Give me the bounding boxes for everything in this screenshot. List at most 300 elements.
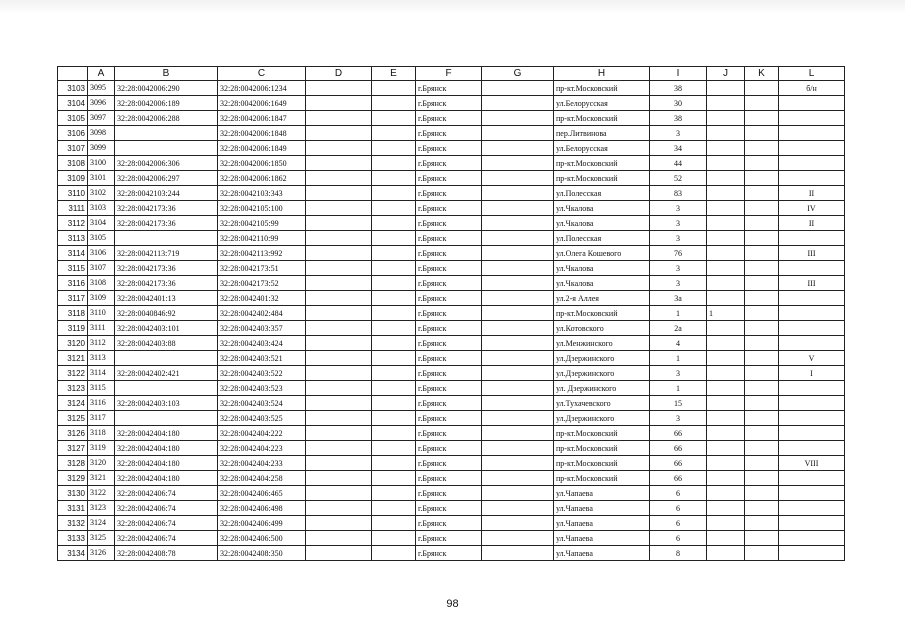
- cell-j: [707, 186, 745, 201]
- cell-a: 3105: [88, 231, 115, 246]
- table-row: [58, 321, 845, 336]
- cell-j: [707, 516, 745, 531]
- cell-g: [482, 186, 554, 201]
- cell-b: 32:28:0042006:288: [115, 111, 218, 126]
- cell-b: [115, 231, 218, 246]
- cell-h: пер.Литвинова: [554, 126, 650, 141]
- cell-i: 3: [650, 276, 707, 291]
- cell-b: 32:28:0042404:180: [115, 471, 218, 486]
- column-header-h: H: [554, 67, 650, 81]
- cell-l: [779, 426, 845, 441]
- cell-e: [372, 471, 416, 486]
- table-row: [58, 276, 845, 291]
- cell-i: 1: [650, 306, 707, 321]
- cell-d: [306, 291, 372, 306]
- cell-c: 32:28:0042006:1848: [218, 126, 306, 141]
- cell-d: [306, 111, 372, 126]
- table-row: [58, 96, 845, 111]
- cell-c: 32:28:0042406:465: [218, 486, 306, 501]
- cell-l: II: [779, 186, 845, 201]
- cell-i: 4: [650, 336, 707, 351]
- cell-i: 34: [650, 141, 707, 156]
- cell-c: 32:28:0042403:523: [218, 381, 306, 396]
- cell-l: [779, 531, 845, 546]
- cell-a: 3122: [88, 486, 115, 501]
- cell-e: [372, 351, 416, 366]
- cell-b: 32:28:0042006:306: [115, 156, 218, 171]
- cell-k: [745, 216, 779, 231]
- cell-e: [372, 486, 416, 501]
- cell-h: ул.2-я Аллея: [554, 291, 650, 306]
- cell-d: [306, 426, 372, 441]
- row-number: 3121: [58, 351, 88, 366]
- cell-b: 32:28:0042402:421: [115, 366, 218, 381]
- cell-k: [745, 306, 779, 321]
- cell-l: [779, 381, 845, 396]
- cell-h: ул.Белорусская: [554, 96, 650, 111]
- column-header-d: D: [306, 67, 372, 81]
- cell-b: 32:28:0042406:74: [115, 501, 218, 516]
- cell-b: 32:28:0042103:244: [115, 186, 218, 201]
- cell-f: г.Брянск: [416, 366, 482, 381]
- cell-e: [372, 171, 416, 186]
- column-header-a: A: [88, 67, 115, 81]
- cell-h: ул.Чкалова: [554, 276, 650, 291]
- table-row: [58, 456, 845, 471]
- cell-d: [306, 456, 372, 471]
- cell-f: г.Брянск: [416, 186, 482, 201]
- row-number: 3129: [58, 471, 88, 486]
- cell-j: [707, 396, 745, 411]
- page-number: 98: [446, 598, 459, 610]
- cell-h: пр-кт.Московский: [554, 156, 650, 171]
- cell-d: [306, 306, 372, 321]
- cell-i: 3: [650, 216, 707, 231]
- row-number: 3133: [58, 531, 88, 546]
- cell-g: [482, 111, 554, 126]
- cell-l: [779, 96, 845, 111]
- cell-e: [372, 276, 416, 291]
- cell-c: 32:28:0042406:498: [218, 501, 306, 516]
- table-row: [58, 216, 845, 231]
- cell-k: [745, 81, 779, 96]
- cell-h: ул.Дзержинского: [554, 366, 650, 381]
- cell-e: [372, 141, 416, 156]
- cell-d: [306, 261, 372, 276]
- cell-e: [372, 126, 416, 141]
- cell-g: [482, 531, 554, 546]
- cell-i: 6: [650, 516, 707, 531]
- cell-l: IV: [779, 201, 845, 216]
- cell-f: г.Брянск: [416, 516, 482, 531]
- cell-d: [306, 396, 372, 411]
- table-row: [58, 546, 845, 561]
- cell-b: 32:28:0042403:88: [115, 336, 218, 351]
- row-number: 3134: [58, 546, 88, 561]
- cell-i: 66: [650, 456, 707, 471]
- cell-k: [745, 261, 779, 276]
- cell-j: [707, 156, 745, 171]
- cell-a: 3099: [88, 141, 115, 156]
- cell-b: 32:28:0042173:36: [115, 216, 218, 231]
- cell-f: г.Брянск: [416, 126, 482, 141]
- cell-a: 3096: [88, 96, 115, 111]
- cell-b: [115, 351, 218, 366]
- cell-d: [306, 471, 372, 486]
- cell-a: 3116: [88, 396, 115, 411]
- table-row: [58, 336, 845, 351]
- cell-j: [707, 171, 745, 186]
- cell-f: г.Брянск: [416, 426, 482, 441]
- cell-h: пр-кт.Московский: [554, 456, 650, 471]
- cell-c: 32:28:0042401:32: [218, 291, 306, 306]
- cell-i: 52: [650, 171, 707, 186]
- cell-j: 1: [707, 306, 745, 321]
- cell-h: пр-кт.Московский: [554, 441, 650, 456]
- table-row: [58, 201, 845, 216]
- cell-h: ул.Котовского: [554, 321, 650, 336]
- cell-g: [482, 396, 554, 411]
- cell-l: [779, 441, 845, 456]
- cell-k: [745, 321, 779, 336]
- row-number: 3109: [58, 171, 88, 186]
- cell-a: 3101: [88, 171, 115, 186]
- cell-k: [745, 246, 779, 261]
- cell-g: [482, 546, 554, 561]
- cell-a: 3106: [88, 246, 115, 261]
- cell-e: [372, 306, 416, 321]
- cell-f: г.Брянск: [416, 201, 482, 216]
- column-header-f: F: [416, 67, 482, 81]
- cell-f: г.Брянск: [416, 531, 482, 546]
- cell-k: [745, 351, 779, 366]
- cell-h: ул.Чапаева: [554, 531, 650, 546]
- cell-d: [306, 351, 372, 366]
- cell-h: ул.Чапаева: [554, 501, 650, 516]
- cell-a: 3097: [88, 111, 115, 126]
- row-number: 3120: [58, 336, 88, 351]
- row-number: 3128: [58, 456, 88, 471]
- cell-h: пр-кт.Московский: [554, 171, 650, 186]
- cell-f: г.Брянск: [416, 291, 482, 306]
- cell-c: 32:28:0042403:524: [218, 396, 306, 411]
- cell-e: [372, 231, 416, 246]
- cell-g: [482, 381, 554, 396]
- cell-l: [779, 111, 845, 126]
- cell-a: 3125: [88, 531, 115, 546]
- cell-j: [707, 246, 745, 261]
- cell-d: [306, 366, 372, 381]
- cell-k: [745, 381, 779, 396]
- cell-e: [372, 426, 416, 441]
- table-row: [58, 516, 845, 531]
- cell-b: 32:28:0042403:101: [115, 321, 218, 336]
- cell-d: [306, 96, 372, 111]
- cell-e: [372, 246, 416, 261]
- cell-i: 3: [650, 126, 707, 141]
- cell-f: г.Брянск: [416, 141, 482, 156]
- cell-e: [372, 201, 416, 216]
- cell-f: г.Брянск: [416, 111, 482, 126]
- cell-i: 44: [650, 156, 707, 171]
- cell-g: [482, 336, 554, 351]
- cell-l: V: [779, 351, 845, 366]
- cell-h: ул.Дзержинского: [554, 351, 650, 366]
- cell-c: 32:28:0042105:99: [218, 216, 306, 231]
- cell-j: [707, 201, 745, 216]
- cell-e: [372, 111, 416, 126]
- table-row: [58, 351, 845, 366]
- cell-i: 3: [650, 411, 707, 426]
- cell-l: III: [779, 276, 845, 291]
- cell-h: ул.Чкалова: [554, 261, 650, 276]
- cell-d: [306, 141, 372, 156]
- table-row: [58, 171, 845, 186]
- cell-c: 32:28:0042403:522: [218, 366, 306, 381]
- table-row: [58, 381, 845, 396]
- cell-j: [707, 441, 745, 456]
- cell-a: 3102: [88, 186, 115, 201]
- cell-e: [372, 411, 416, 426]
- cell-h: ул.Полесская: [554, 186, 650, 201]
- cell-b: 32:28:0042406:74: [115, 486, 218, 501]
- column-header-row: [58, 67, 845, 81]
- cell-k: [745, 111, 779, 126]
- cell-j: [707, 231, 745, 246]
- cell-l: III: [779, 246, 845, 261]
- cell-c: 32:28:0042404:223: [218, 441, 306, 456]
- cell-g: [482, 411, 554, 426]
- cell-j: [707, 261, 745, 276]
- cell-c: 32:28:0042173:52: [218, 276, 306, 291]
- cell-j: [707, 216, 745, 231]
- row-number: 3117: [58, 291, 88, 306]
- cell-l: [779, 471, 845, 486]
- cell-c: 32:28:0042403:357: [218, 321, 306, 336]
- cell-g: [482, 81, 554, 96]
- cell-g: [482, 501, 554, 516]
- table-row: [58, 366, 845, 381]
- row-number: 3103: [58, 81, 88, 96]
- cell-a: 3107: [88, 261, 115, 276]
- cell-h: пр-кт.Московский: [554, 81, 650, 96]
- cell-i: 3а: [650, 291, 707, 306]
- row-number: 3123: [58, 381, 88, 396]
- cell-f: г.Брянск: [416, 156, 482, 171]
- cell-k: [745, 471, 779, 486]
- cell-g: [482, 201, 554, 216]
- cell-b: [115, 411, 218, 426]
- cell-b: 32:28:0042173:36: [115, 201, 218, 216]
- column-header-i: I: [650, 67, 707, 81]
- cell-j: [707, 336, 745, 351]
- cell-g: [482, 306, 554, 321]
- cell-g: [482, 516, 554, 531]
- cell-e: [372, 156, 416, 171]
- row-number: 3130: [58, 486, 88, 501]
- cell-a: 3126: [88, 546, 115, 561]
- cell-c: 32:28:0042408:350: [218, 546, 306, 561]
- cell-b: 32:28:0042406:74: [115, 516, 218, 531]
- cell-i: 66: [650, 426, 707, 441]
- cell-d: [306, 231, 372, 246]
- cell-h: пр-кт.Московский: [554, 306, 650, 321]
- column-header-c: C: [218, 67, 306, 81]
- cell-e: [372, 216, 416, 231]
- table-row: [58, 246, 845, 261]
- cell-e: [372, 441, 416, 456]
- row-number: 3114: [58, 246, 88, 261]
- row-number: 3105: [58, 111, 88, 126]
- cell-k: [745, 171, 779, 186]
- cell-f: г.Брянск: [416, 411, 482, 426]
- cell-j: [707, 366, 745, 381]
- cell-b: 32:28:0042113:719: [115, 246, 218, 261]
- cell-g: [482, 321, 554, 336]
- cell-j: [707, 426, 745, 441]
- cell-k: [745, 486, 779, 501]
- cell-k: [745, 156, 779, 171]
- cell-c: 32:28:0042006:1850: [218, 156, 306, 171]
- cell-k: [745, 336, 779, 351]
- row-number: 3132: [58, 516, 88, 531]
- cell-k: [745, 531, 779, 546]
- cell-h: ул.Дзержинского: [554, 411, 650, 426]
- cell-g: [482, 426, 554, 441]
- row-number: 3127: [58, 441, 88, 456]
- cell-a: 3095: [88, 81, 115, 96]
- cell-l: [779, 486, 845, 501]
- cell-l: [779, 291, 845, 306]
- cell-j: [707, 501, 745, 516]
- cell-f: г.Брянск: [416, 471, 482, 486]
- cell-a: 3112: [88, 336, 115, 351]
- corner-cell: [58, 67, 88, 81]
- cell-c: 32:28:0042404:258: [218, 471, 306, 486]
- cell-a: 3108: [88, 276, 115, 291]
- cell-g: [482, 276, 554, 291]
- cell-g: [482, 141, 554, 156]
- table-row: [58, 81, 845, 96]
- cell-c: 32:28:0042006:1862: [218, 171, 306, 186]
- cell-f: г.Брянск: [416, 276, 482, 291]
- column-header-l: L: [779, 67, 845, 81]
- cell-l: [779, 261, 845, 276]
- cell-d: [306, 501, 372, 516]
- cell-b: 32:28:0040846:92: [115, 306, 218, 321]
- cell-b: 32:28:0042173:36: [115, 261, 218, 276]
- cell-a: 3124: [88, 516, 115, 531]
- cell-l: VIII: [779, 456, 845, 471]
- cell-f: г.Брянск: [416, 306, 482, 321]
- cell-b: 32:28:0042404:180: [115, 456, 218, 471]
- cell-j: [707, 531, 745, 546]
- cell-d: [306, 321, 372, 336]
- cell-b: 32:28:0042404:180: [115, 441, 218, 456]
- cell-i: 1: [650, 381, 707, 396]
- cell-d: [306, 381, 372, 396]
- cell-a: 3118: [88, 426, 115, 441]
- cell-k: [745, 516, 779, 531]
- cell-f: г.Брянск: [416, 381, 482, 396]
- cell-e: [372, 96, 416, 111]
- cell-i: 66: [650, 471, 707, 486]
- cell-a: 3114: [88, 366, 115, 381]
- table-row: [58, 501, 845, 516]
- cell-k: [745, 276, 779, 291]
- cell-h: пр-кт.Московский: [554, 111, 650, 126]
- cell-e: [372, 531, 416, 546]
- cell-j: [707, 96, 745, 111]
- row-number: 3111: [58, 201, 88, 216]
- column-header-j: J: [707, 67, 745, 81]
- cell-g: [482, 126, 554, 141]
- row-number: 3108: [58, 156, 88, 171]
- row-number: 3118: [58, 306, 88, 321]
- cell-b: 32:28:0042173:36: [115, 276, 218, 291]
- cell-i: 6: [650, 486, 707, 501]
- cell-a: 3110: [88, 306, 115, 321]
- row-number: 3131: [58, 501, 88, 516]
- cell-g: [482, 231, 554, 246]
- cell-d: [306, 171, 372, 186]
- cell-c: 32:28:0042403:424: [218, 336, 306, 351]
- cell-j: [707, 546, 745, 561]
- cell-k: [745, 366, 779, 381]
- cell-k: [745, 411, 779, 426]
- table-row: [58, 111, 845, 126]
- cell-d: [306, 516, 372, 531]
- cell-c: 32:28:0042006:1847: [218, 111, 306, 126]
- table-row: [58, 471, 845, 486]
- cell-c: 32:28:0042006:1849: [218, 141, 306, 156]
- cell-a: 3103: [88, 201, 115, 216]
- cell-d: [306, 126, 372, 141]
- cell-g: [482, 351, 554, 366]
- cell-i: 8: [650, 546, 707, 561]
- cell-h: ул.Чапаева: [554, 546, 650, 561]
- cell-c: 32:28:0042404:233: [218, 456, 306, 471]
- cell-b: 32:28:0042006:290: [115, 81, 218, 96]
- cell-l: [779, 501, 845, 516]
- cell-e: [372, 81, 416, 96]
- cell-l: б/н: [779, 81, 845, 96]
- cell-e: [372, 291, 416, 306]
- row-number: 3104: [58, 96, 88, 111]
- cell-l: [779, 411, 845, 426]
- cell-b: 32:28:0042406:74: [115, 531, 218, 546]
- cell-i: 3: [650, 231, 707, 246]
- cell-a: 3098: [88, 126, 115, 141]
- cell-h: ул. Дзержинского: [554, 381, 650, 396]
- cell-h: ул.Чапаева: [554, 516, 650, 531]
- cell-k: [745, 546, 779, 561]
- row-number: 3115: [58, 261, 88, 276]
- cell-j: [707, 81, 745, 96]
- cell-a: 3104: [88, 216, 115, 231]
- cell-i: 15: [650, 396, 707, 411]
- cell-l: [779, 141, 845, 156]
- cell-f: г.Брянск: [416, 171, 482, 186]
- cell-f: г.Брянск: [416, 231, 482, 246]
- cell-j: [707, 111, 745, 126]
- table-row: [58, 396, 845, 411]
- cell-j: [707, 351, 745, 366]
- cell-c: 32:28:0042006:1649: [218, 96, 306, 111]
- row-number: 3124: [58, 396, 88, 411]
- cell-l: [779, 126, 845, 141]
- cell-j: [707, 486, 745, 501]
